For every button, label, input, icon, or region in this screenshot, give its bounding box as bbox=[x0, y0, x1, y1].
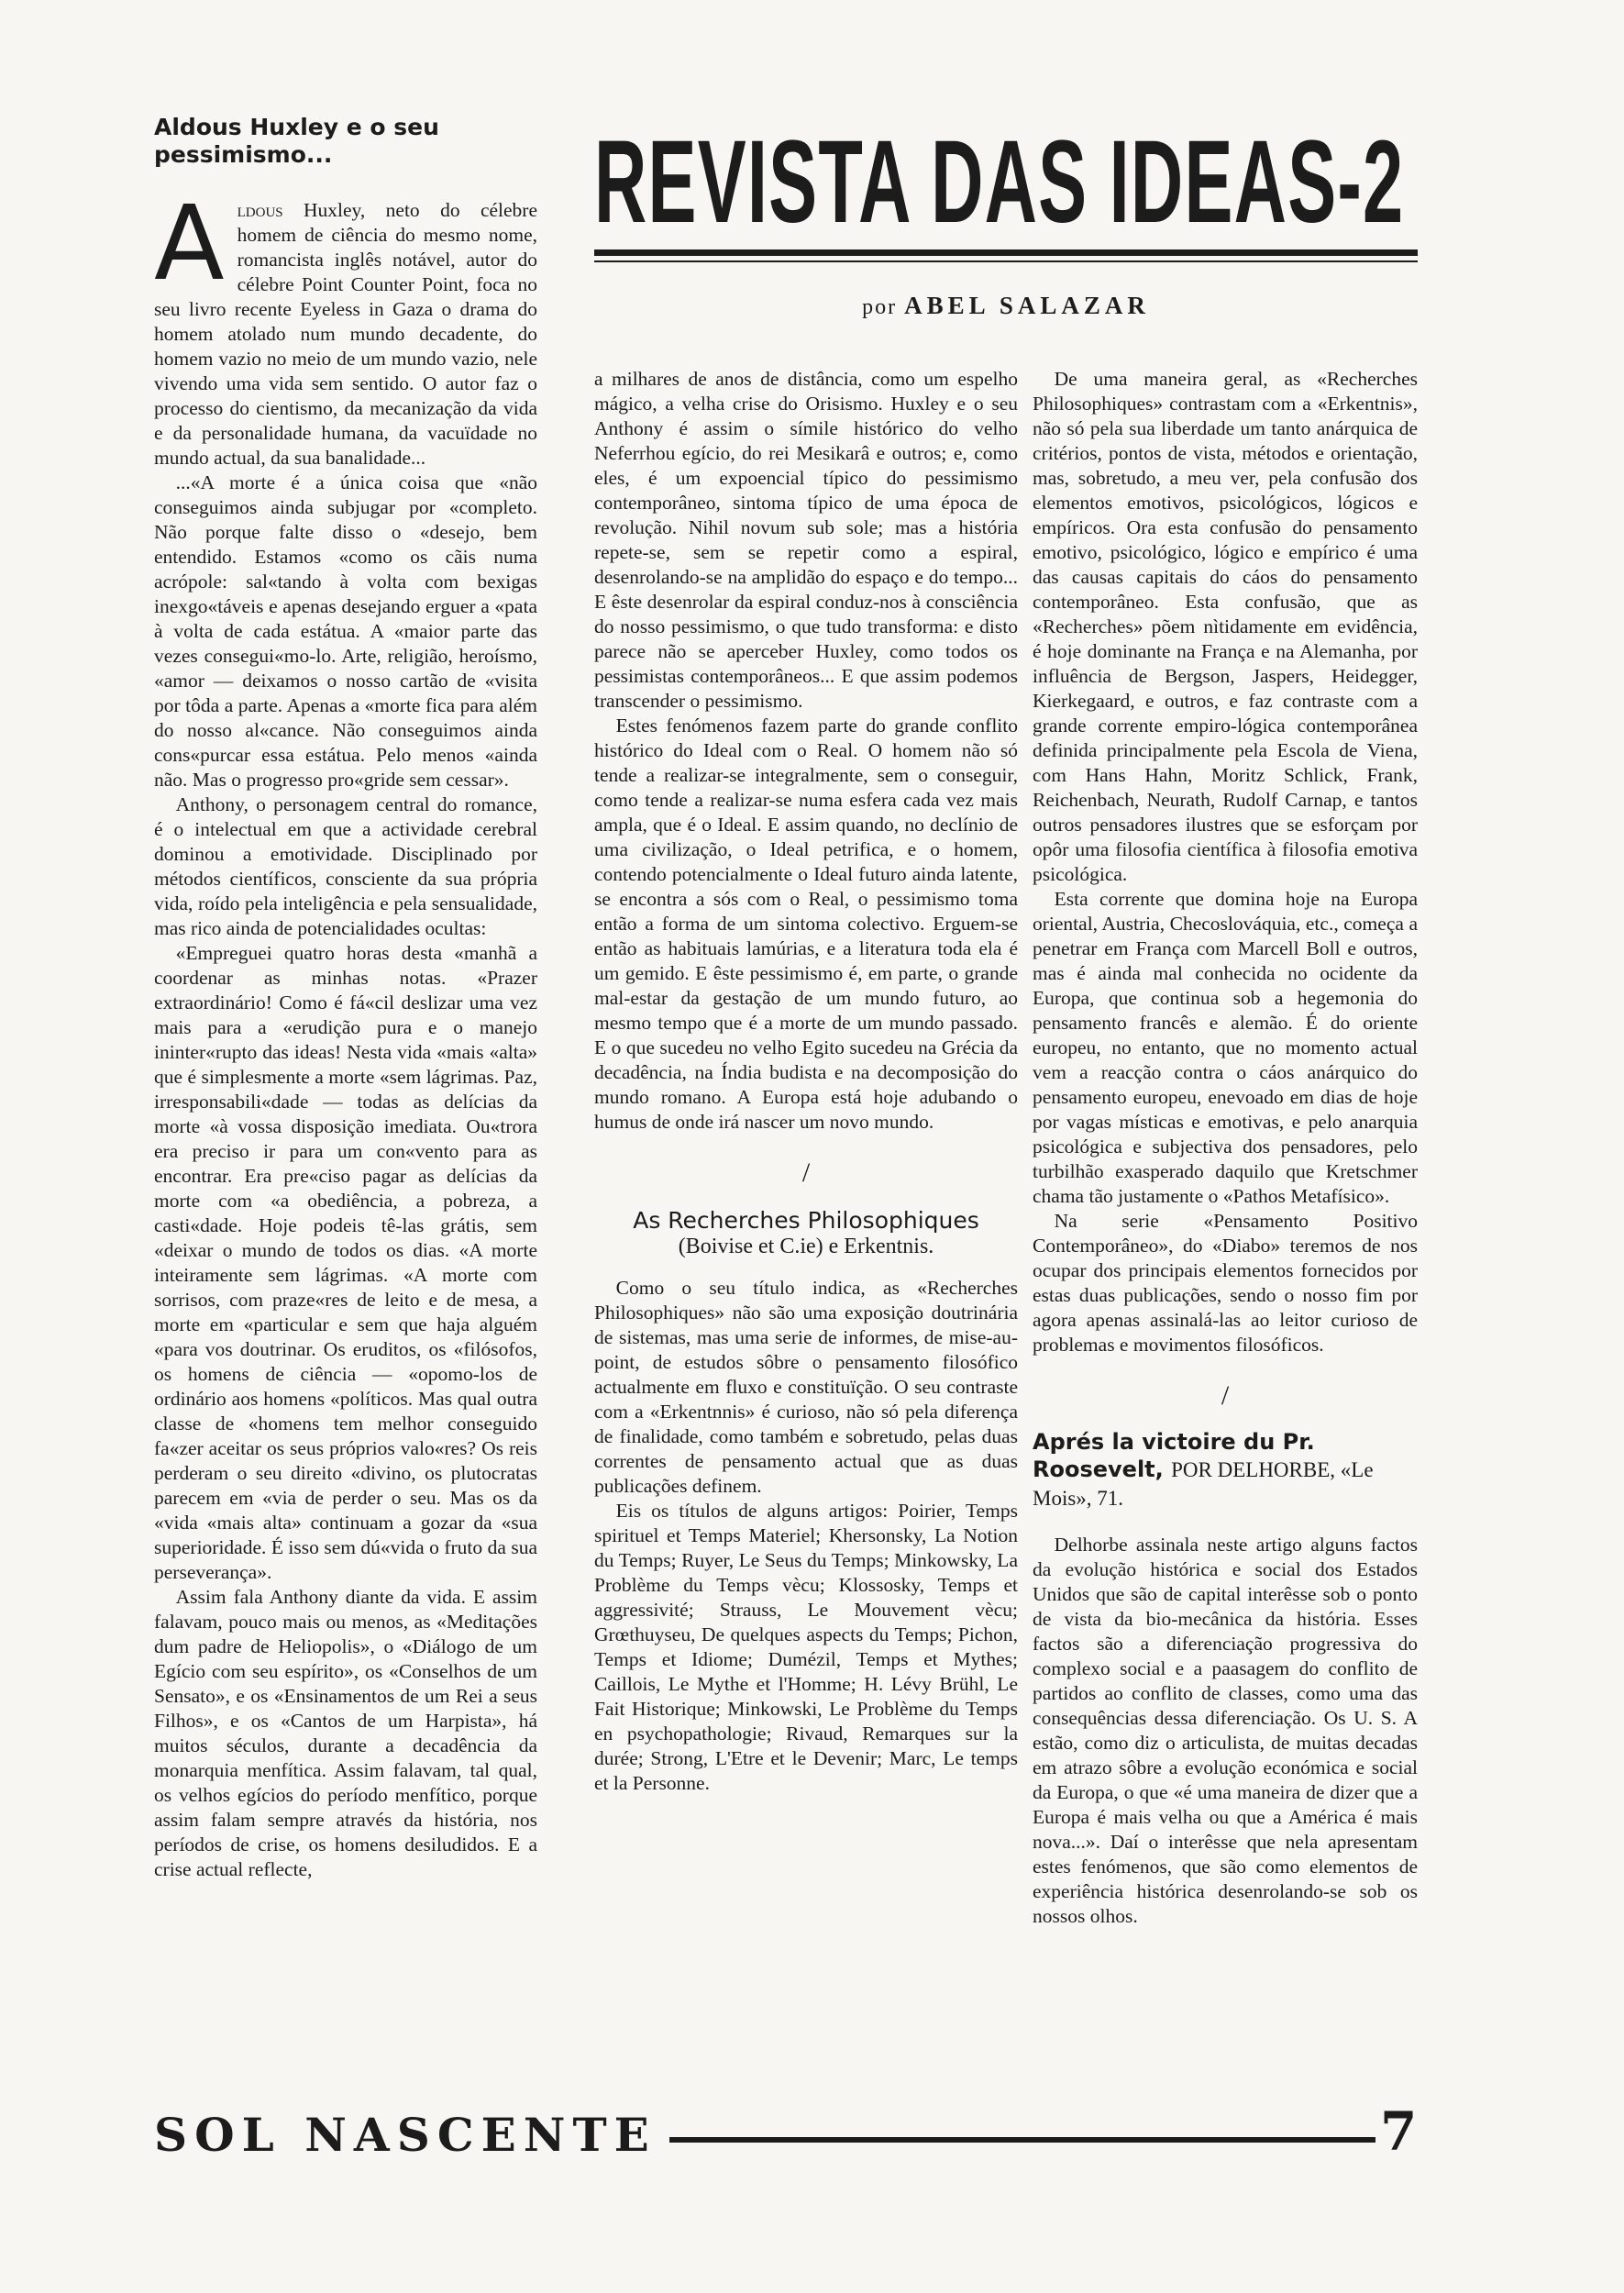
masthead-rule bbox=[594, 249, 1418, 256]
paragraph-11: Esta corrente que domina hoje na Europa oriental, Austria, Checoslováquia, etc., começa a penetrar em França com Marcell Boll e outros, mas é ainda mal conhecida no ocidente da Europa, que continua sob a hegemonia do pensamento francês e alemão. É do oriente europeu, no entanto, que no momento actual vem a reacção contra o cáos anárquico do pensamento europeu, enevoado em dias de hoje por vagas místicas e emotivas, e pelo anarquia psicológica e subjectiva dos pensadores, pelo turbilhão exasperado daquilo que Kretschmer chama tão justamente o «Pathos Metafísico». bbox=[1033, 888, 1418, 1207]
section-divider: / bbox=[1221, 1380, 1230, 1411]
column-middle bbox=[594, 367, 1018, 1796]
column-right bbox=[1033, 367, 1418, 1929]
paragraph-7: Estes fenómenos fazem parte do grande conflito histórico do Ideal com o Real. O homem não só tende a realizar-se integralmente, sem o conseguir, como tende a realizar-se numa esfera cada vez mais ampla, que é o Ideal. E assim quando, no declínio de uma civilização, o Ideal petrifica, e o homem, contendo potencialmente o Ideal futuro ainda latente, se encontra a sós com o Real, o pessimismo toma então a forma de um sintoma colectivo. Erguem-se então as habituais lamúrias, e a literatura toda ela é um gemido. E êste pessimismo é, em parte, o grande mal-estar da gestação de um mundo futuro, ao mesmo tempo que é a morte de um mundo passado. E o que sucedeu no velho Egito sucedeu na Grécia da decadência, na Índia budista e na decomposição do mundo romano. A Europa está hoje adubando o humus de onde irá nascer um novo mundo. bbox=[594, 714, 1018, 1133]
byline bbox=[594, 292, 1418, 320]
footer-rule bbox=[669, 2137, 1375, 2143]
review-heading-roosevelt bbox=[1033, 1428, 1418, 1512]
paragraph-1-text: Huxley, neto do célebre homem de ciência do mesmo nome, romancista inglês notável, autor do célebre Point Counter Point, foca no seu livro recente Eyeless in Gaza o drama do homem atolado num mundo decadente, do homem vazio no meio de um mundo vazio, nele vivendo uma vida sem sentido. O autor faz o processo do cientismo, da mecanização da vida e da personalidade humana, da vacuïdade no mundo actual, da sua banalidade... bbox=[154, 199, 537, 469]
byline-author: ABEL SALAZAR bbox=[904, 292, 1150, 319]
paragraph-2: ...«A morte é a única coisa que «não conseguimos ainda subjugar por «completo. Não porque falte disso o «desejo, bem entendido. Estamos «como os cãis numa acrópole: sal«tando à volta com bexigas inexgo«táveis e apenas desejando erguer a «pata à volta de cada estátua. A «maior parte das vezes consegui«mo-lo. Arte, religião, heroísmo, «amor — deixamos o nosso cartão de «visita por tôda a parte. Apenas a «morte fica para além do nosso al«cance. Não conseguimos ainda cons«purcar essa estátua. Pelo menos «ainda não. Mas o progresso pro«gride sem cessar». bbox=[154, 471, 537, 791]
article-body-huxley bbox=[154, 184, 537, 1882]
paragraph-5: Assim fala Anthony diante da vida. E assim falavam, pouco mais ou menos, as «Meditações dum padre de Heliopolis», o «Diálogo de um Egício com seu espírito», os «Conselhos de um Sensato», e os «Ensinamentos de um Rei a seus Filhos», e os «Cantos de um Harpista», há muitos séculos, durante a decadência da monarquia menfítica. Assim falavam, tal qual, os velhos egícios do período menfítico, porque assim falam sempre através da história, nos períodos de crise, os homens desiludidos. E a crise actual reflecte, bbox=[154, 1586, 537, 1880]
masthead-rule-thin bbox=[594, 260, 1418, 262]
paragraph-13: Delhorbe assinala neste artigo alguns factos da evolução histórica e social dos Estados Unidos que são de capital interêsse sob o ponto de vista da bio-mecânica da história. Esses factos são a diferenciação progressiva do complexo social e a paasagem do conflito de partidos ao conflito de classes, como uma das consequências dessa diferenciação. Os U. S. A estão, como diz o articulista, de muitas decadas em atrazo sôbre a evolução económica e social da Europa, o que «é uma maneira de dizer que a Europa é mais velha ou que a América é mais nova...». Daí o interêsse que nela apresentam estes fenómenos, que são como elementos de experiência histórica desenrolando-se sob os nossos olhos. bbox=[1033, 1534, 1418, 1927]
paragraph-9: Eis os títulos de alguns artigos: Poirier, Temps spirituel et Temps Materiel; Khersonsky, La Notion du Temps; Ruyer, Le Seus du Temps; Minkowsky, La Problème du Temps vècu; Klossosky, Temps et aggressivité; Strauss, Le Mouvement vècu; Grœthuyseu, De quelques aspects du Temps; Pichon, Temps et Idiome; Dumézil, Temps et Mythes; Caillois, Le Mythe et l'Homme; H. Lévy Brühl, Le Fait Historique; Minkowski, Le Problème du Temps en psychopathologie; Rivaud, Remarques sur la durée; Strong, L'Etre et le Devenir; Marc, Le temps et la Personne. bbox=[594, 1500, 1018, 1794]
paragraph-3: Anthony, o personagem central do romance, é o intelectual em que a actividade cerebral dominou a emotividade. Disciplinado por métodos científicos, consciente da sua própria vida, roído pela inteligência e pela sensualidade, mas rico ainda de potencialidades ocultas: bbox=[154, 793, 537, 939]
review-source: POR DELHORBE, «Le Mois», 71. bbox=[1033, 1458, 1374, 1510]
paragraph-8: Como o seu título indica, as «Recherches Philosophiques» não são uma exposição doutrinária de sistemas, mas uma serie de informes, de mise-au-point, de estudos sôbre o pensamento filosófico actualmente em fluxo e constituïção. O seu contraste com a «Erkentnnis» é curioso, não só pela diferença de finalidade, como também e sobretudo, pelas duas correntes de pensamento actual que as duas publicações definem. bbox=[594, 1277, 1018, 1497]
lead-word: ldous bbox=[237, 199, 283, 221]
footer-journal-title: SOL NASCENTE bbox=[154, 2108, 657, 2162]
paragraph-4: «Empreguei quatro horas desta «manhã a coordenar as minhas notas. «Prazer extraordinário! Como é fá«cil deslizar uma vez mais para a «erudição pura e o manejo ininter«rupto das ideas! Nesta vida «mais «alta» que é simplesmente a morte «sem lágrimas. Paz, irresponsabili«dade — todas as delícias da morte «à vossa disposição imediata. Ou«trora era preciso ir para um con«vento para as encontrar. Era pre«ciso pagar as delícias da morte com «a obediência, a pobreza, a casti«dade. Hoje podeis tê-las grátis, sem «deixar o mundo de todos os dias. «A morte inteiramente sem lágrimas. «A morte com sorrisos, com praze«res de leito e de mesa, a morte em «particular e sem que haja alguém «para vos doutrinar. Os eruditos, os «filósofos, os homens de ciência — «opomo-los de ordinário aos homens «políticos. Mas qual outra classe de «homens tem melhor conseguido fa«zer aceitar os seus próprios valo«res? Os reis perderam o seu direito «divino, os plutocratas parecem em «via de perder o seu. Mas os da «vida «mais alta» continuam a gozar da «sua superioridade. É isso sem dú«vida o fruto da sua perseverança». bbox=[154, 942, 537, 1583]
section-title-recherches: As Recherches Philosophiques bbox=[633, 1207, 979, 1234]
paragraph-10: De uma maneira geral, as «Recherches Philosophiques» contrastam com a «Erkentnis», não só pela sua liberdade um tanto anárquica de critérios, pontos de vista, métodos e orientação, mas, sobretudo, a meu ver, pela confusão dos elementos emotivos, psicológicos, lógicos e empíricos. Ora esta confusão do pensamento emotivo, psicológico, lógico e empírico é uma das causas capitais do cáos do pensamento contemporâneo. Esta confusão, que as «Recherches» põem nìtidamente em evidência, é hoje dominante na França e na Alemanha, por influência de Bergson, Jaspers, Heidegger, Kierkegaard, e outros, e faz contraste com a grande corrente empiro-lógica contemporânea definida principalmente pela Escola de Viena, com Hans Hahn, Moritz Schlick, Frank, Reichenbach, Neurath, Rudolf Carnap, e tantos outros pensadores ilustres que se esforçam por opôr uma filosofia científica à filosofia emotiva psicológica. bbox=[1033, 368, 1418, 885]
review-title: Aprés la victoire du Pr. Roosevelt, bbox=[1033, 1429, 1315, 1482]
masthead-title: REVISTA DAS IDEAS-2 bbox=[594, 116, 1405, 248]
article-heading-huxley: Aldous Huxley e o seu pessimismo... bbox=[154, 114, 439, 168]
drop-cap: A bbox=[154, 184, 225, 304]
paragraph-12: Na serie «Pensamento Positivo Contemporâneo», do «Diabo» teremos de nos ocupar dos principais elementos fornecidos por estas duas publicações, sendo o nosso fim por agora apenas assinalá-las ao leitor curioso de problemas e movimentos filosóficos. bbox=[1033, 1210, 1418, 1356]
byline-prefix: por bbox=[862, 295, 898, 319]
paragraph-1 bbox=[154, 184, 537, 471]
section-subtitle-recherches: (Boivise et C.ie) e Erkentnis. bbox=[678, 1235, 934, 1258]
section-divider: / bbox=[801, 1158, 811, 1188]
column-left bbox=[154, 114, 537, 1882]
page-number: 7 bbox=[1380, 2100, 1418, 2163]
paragraph-6: a milhares de anos de distância, como um espelho mágico, a velha crise do Orisismo. Huxley e o seu Anthony é assim o símile histórico do velho Neferrhou egício, do rei Mesikarâ e outros; e, como eles, é um expoencial típico do pessimismo contemporâneo, sintoma típico de uma época de revolução. Nihil novum sub sole; mas a história repete-se, sem se repetir como a espiral, desenrolando-se na amplidão do espaço e do tempo... E êste desenrolar da espiral conduz-nos à consciência do nosso pessimismo, o que tudo transforma: e disto parece não se aperceber Huxley, como todos os pessimistas contemporâneos... E que assim podemos transcender o pessimismo. bbox=[594, 368, 1018, 712]
